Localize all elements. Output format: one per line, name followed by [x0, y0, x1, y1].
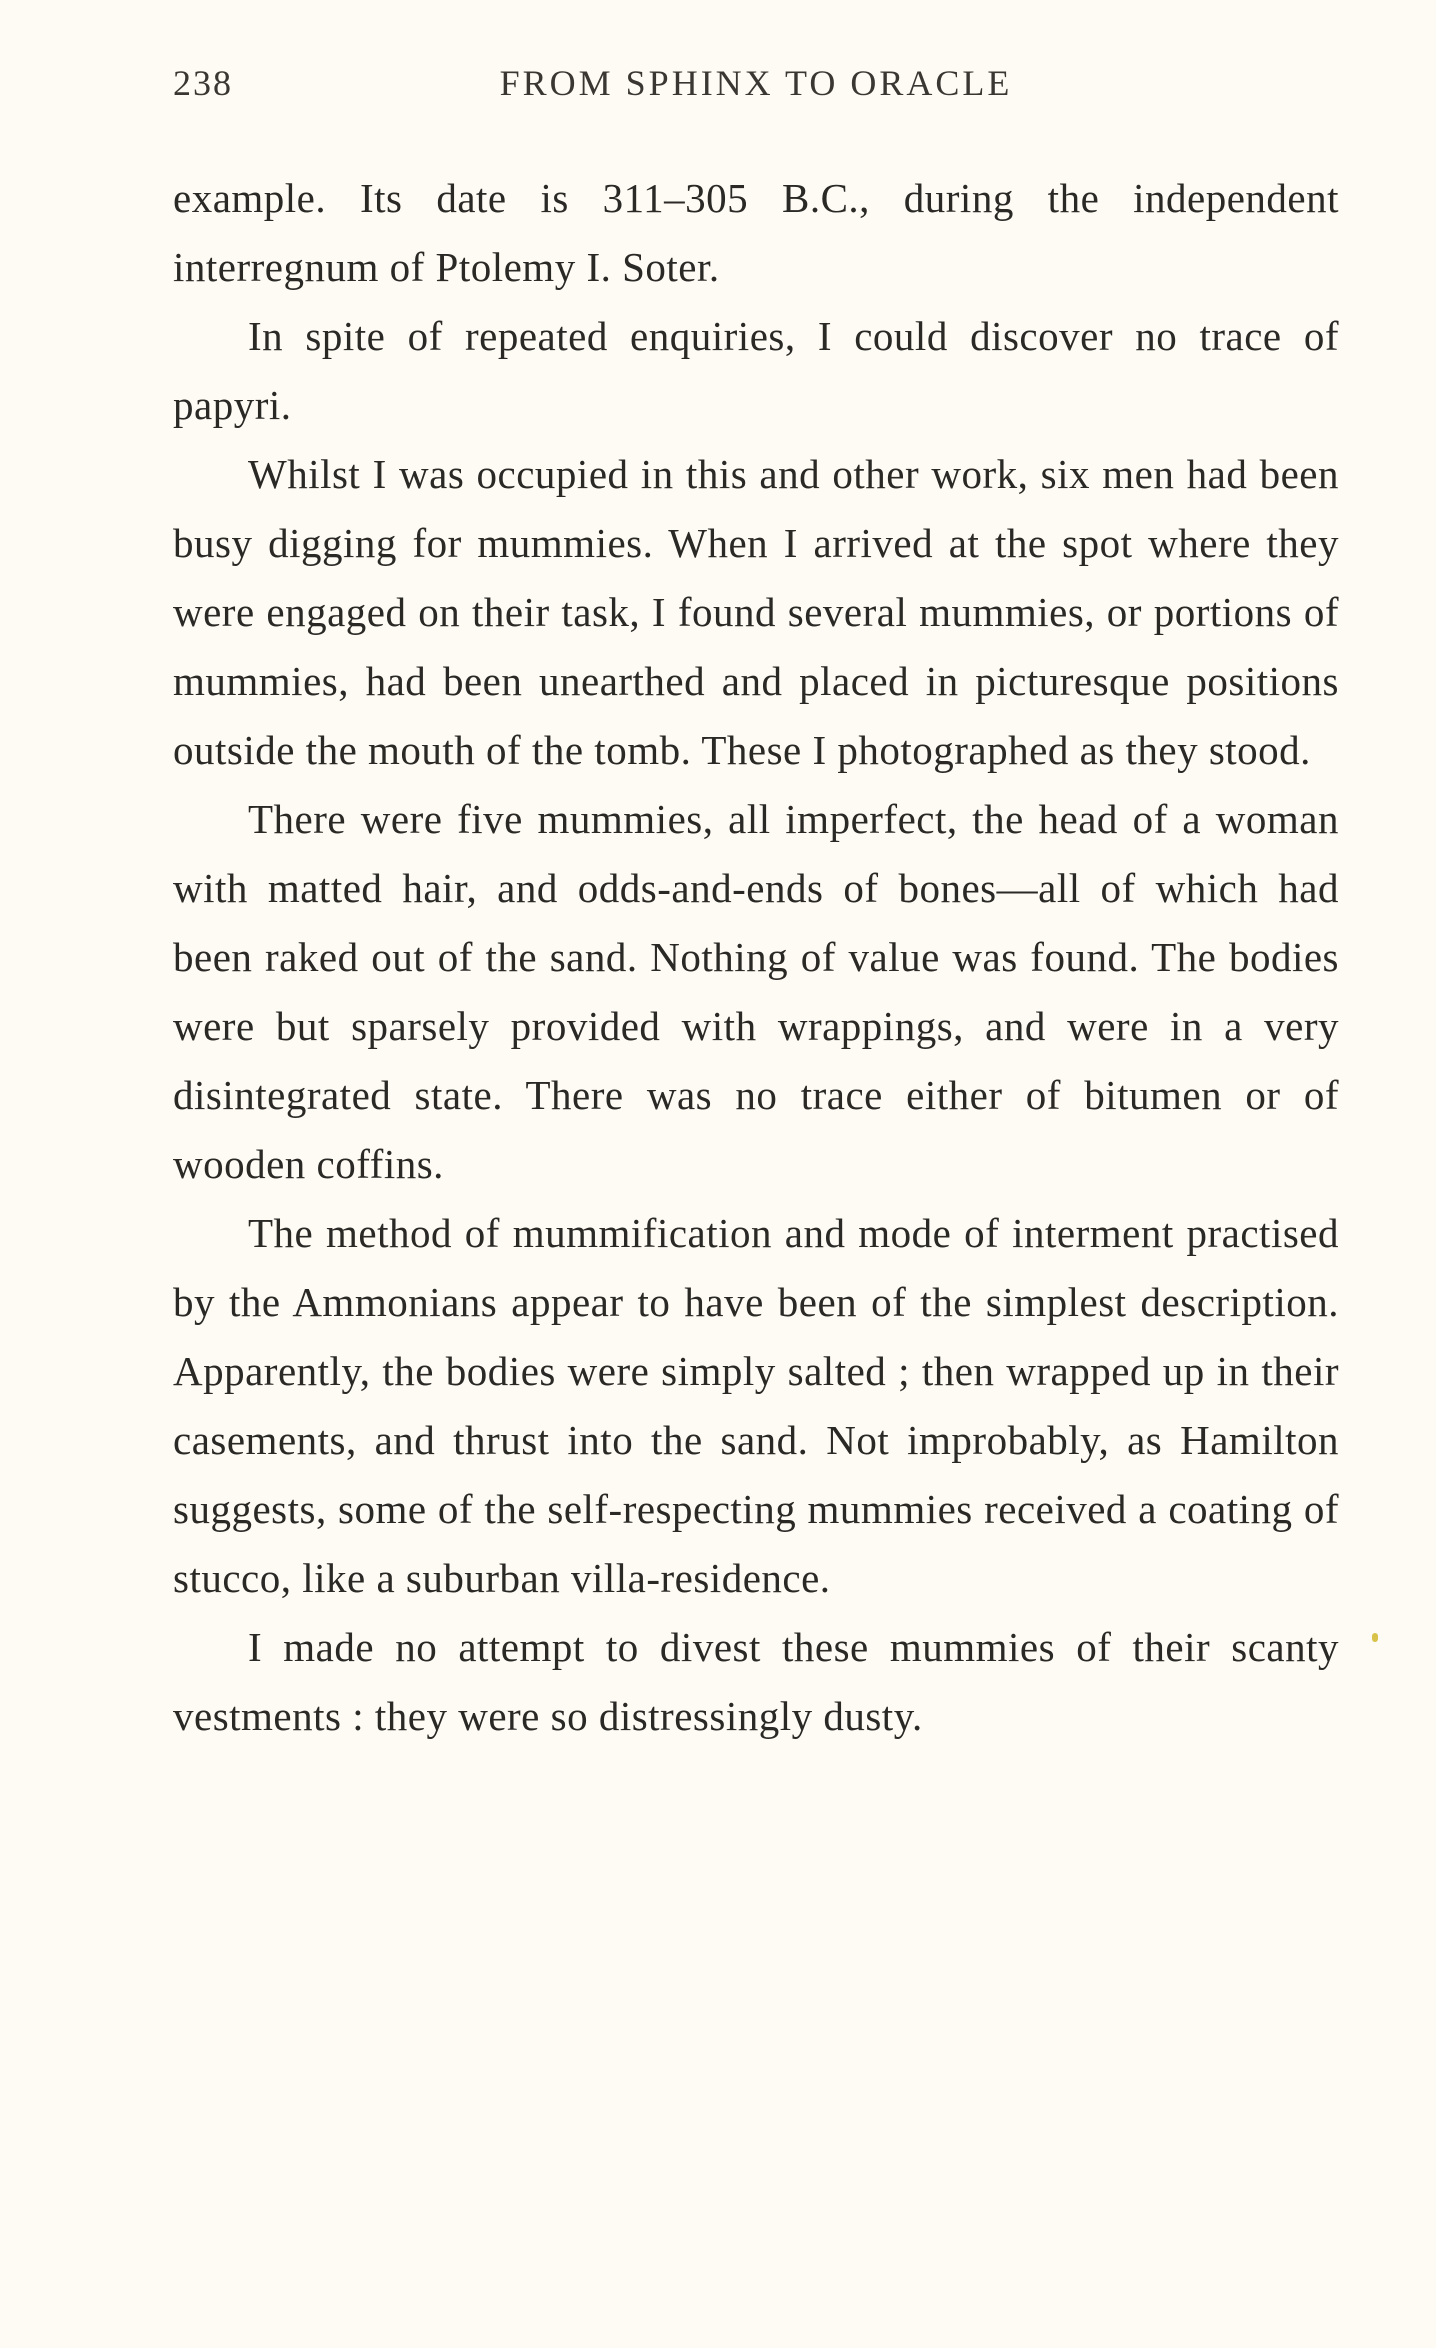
paragraph: I made no attempt to divest these mummies of their scanty vestments : they were so distressingly dusty. — [173, 1624, 1339, 1739]
paragraph: In spite of repeated enquiries, I could discover no trace of papyri. — [173, 313, 1339, 428]
paragraph-continued: example. Its date is 311–305 B.C., during the independent interregnum of Ptolemy I. Soter. — [173, 175, 1339, 290]
running-head — [173, 62, 1339, 112]
book-page — [173, 62, 1339, 1751]
page-number: 238 — [173, 63, 233, 103]
paragraph: There were five mummies, all imperfect, the head of a woman with matted hair, and odds-and-ends of bones—all of which had been raked out of the sand. Nothing of value was found. The bodies were but sparsely provided with wrappings, and were in a very disintegrated state. There was no trace either of bitumen or of wooden coffins. — [173, 796, 1339, 1187]
body-text — [173, 164, 1339, 1751]
paragraph: The method of mummification and mode of interment practised by the Ammonians appear to have been of the simplest description. Apparently, the bodies were simply salted ; then wrapped up in their casements, and thrust into the sand. Not improbably, as Hamilton suggests, some of the self-respecting mummies received a coating of stucco, like a suburban villa-residence. — [173, 1210, 1339, 1601]
margin-ink-mark — [1372, 1633, 1378, 1642]
paragraph: Whilst I was occupied in this and other work, six men had been busy digging for mummies. When I arrived at the spot where they were engaged on their task, I found several mummies, or portions of mummies, had been unearthed and placed in picturesque positions outside the mouth of the tomb. These I photographed as they stood. — [173, 451, 1339, 773]
running-title: FROM SPHINX TO ORACLE — [499, 63, 1013, 103]
